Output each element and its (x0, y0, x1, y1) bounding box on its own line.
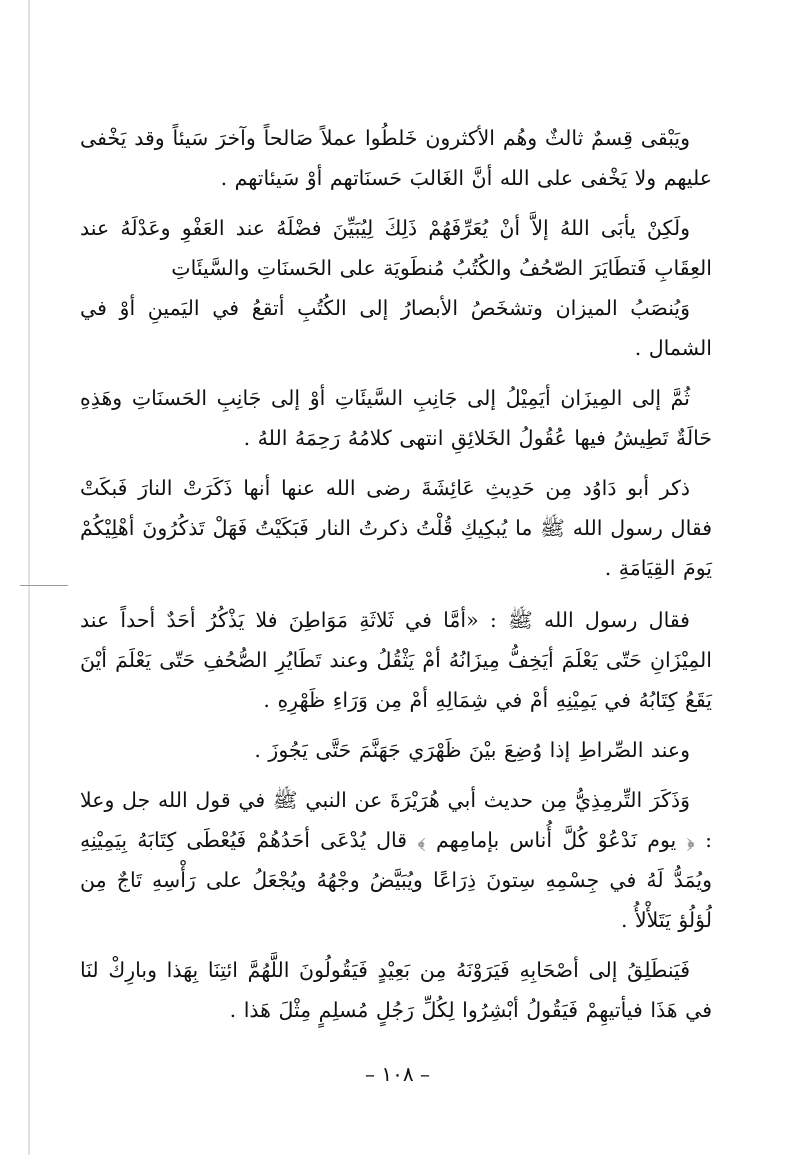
body-text (80, 118, 712, 1030)
paragraph-2: ولَكِنْ يأبَى اللهُ إلاَّ أنْ يُعَرِّفَهُمْ ذَلِكَ لِيُبَيِّنَ فضْلَهُ عند العَفْوِ وعَدْلَهُ عند العِقَابِ فَتطَايَرَ الصّحُفُ والكُتُبُ مُنطَويَة على الحَسنَاتِ والسَّيئَاتِ (80, 216, 712, 280)
margin-mark (20, 585, 68, 586)
paragraph-6: فقال رسول الله ﷺ : «أمَّا في ثَلاثَةِ مَوَاطِنَ فلا يَذْكُرُ أحَدٌ أحداً عند المِيْزَانِ حَتّى يَعْلَمَ أيَخِفُّ مِيزَانُهُ أمْ يَثْقُلُ وعند تَطَايُرِ الصُّحُفِ حَتّى يَعْلَمَ أيْنَ يَقَعُ كِتَابُهُ في يَمِيْنِهِ أمْ في شِمَالِهِ أمْ مِن وَرَاءِ ظَهْرِهِ . (80, 608, 712, 712)
paragraph-1: ويَبْقى قِسمٌ ثالثٌ وهُم الأكثرون خَلطُوا عملاً صَالحاً وآخرَ سَيئاً وقد يَخْفى عليهم ولا يَخْفى على الله أنَّ الغَالبَ حَسنَاتهم أوْ سَيئاتهم . (80, 126, 712, 190)
paragraph-4: ثُمَّ إلى المِيزَان أيَمِيْلُ إلى جَانِبِ السَّيئَاتِ أوْ إلى جَانِبِ الحَسنَاتِ وهَذِهِ حَالَةٌ تَطِيشُ فيها عُقُولُ الخَلائِقِ انتهى كلامُهُ رَحِمَهُ اللهُ . (80, 386, 712, 450)
page-number: – ١٠٨ – (365, 1062, 430, 1086)
paragraph-8: وَذَكَرَ التِّرمِذِيُّ مِن حديث أبي هُرَيْرَةَ عن النبي ﷺ في قول الله جل وعلا : ﴿ يوم نَدْعُوْ كُلَّ أُناس بإمامِهم ﴾ قال يُدْعَى أحَدُهُمْ فَيُعْطَى كِتَابَهُ بِيَمِيْنِهِ ويُمَدُّ لَهُ في جِسْمِهِ سِتونَ ذِرَاعًا ويُبَيَّضُ وجْهُهُ ويُجْعَلُ على رَأْسِهِ تَاجٌ مِن لُؤلُؤ يَتَلأْلأُ . (80, 788, 712, 932)
page-edge-shadow (28, 0, 30, 1155)
paragraph-5: ذكر أبو دَاوُد مِن حَدِيثِ عَائِشَةَ رضى الله عنها أنها ذَكَرَتْ النارَ فَبكَتْ فقال رسول الله ﷺ ما يُبكِيكِ قُلْتُ ذكرتُ النار فَبَكَيْتُ فَهَلْ تَذكُرُونَ أهْلِيْكُمْ يَومَ القِيَامَةِ . (80, 476, 712, 580)
paragraph-9: فَيَنطَلِقُ إلى أصْحَابِهِ فَيَرَوْنَهُ مِن بَعِيْدٍ فَيَقُولُونَ اللَّهُمَّ ائتِنَا بِهَذا وبارِكْ لنَا في هَذَا فيأتيهِمْ فَيَقُولُ أبْشِرُوا لِكُلِّ رَجُلٍ مُسلِمٍ مِثْلَ هَذا . (80, 958, 712, 1022)
paragraph-7: وعند الصِّراطِ إذا وُضِعَ بيْنَ ظَهْرَي جَهَنَّمَ حَتَّى يَجُوزَ . (254, 738, 690, 762)
paragraph-3: وَيُنصَبُ الميزان وتشخَصُ الأبصارُ إلى الكُتُبِ أتقعُ في اليَمينِ أوْ في الشمال . (80, 296, 712, 360)
